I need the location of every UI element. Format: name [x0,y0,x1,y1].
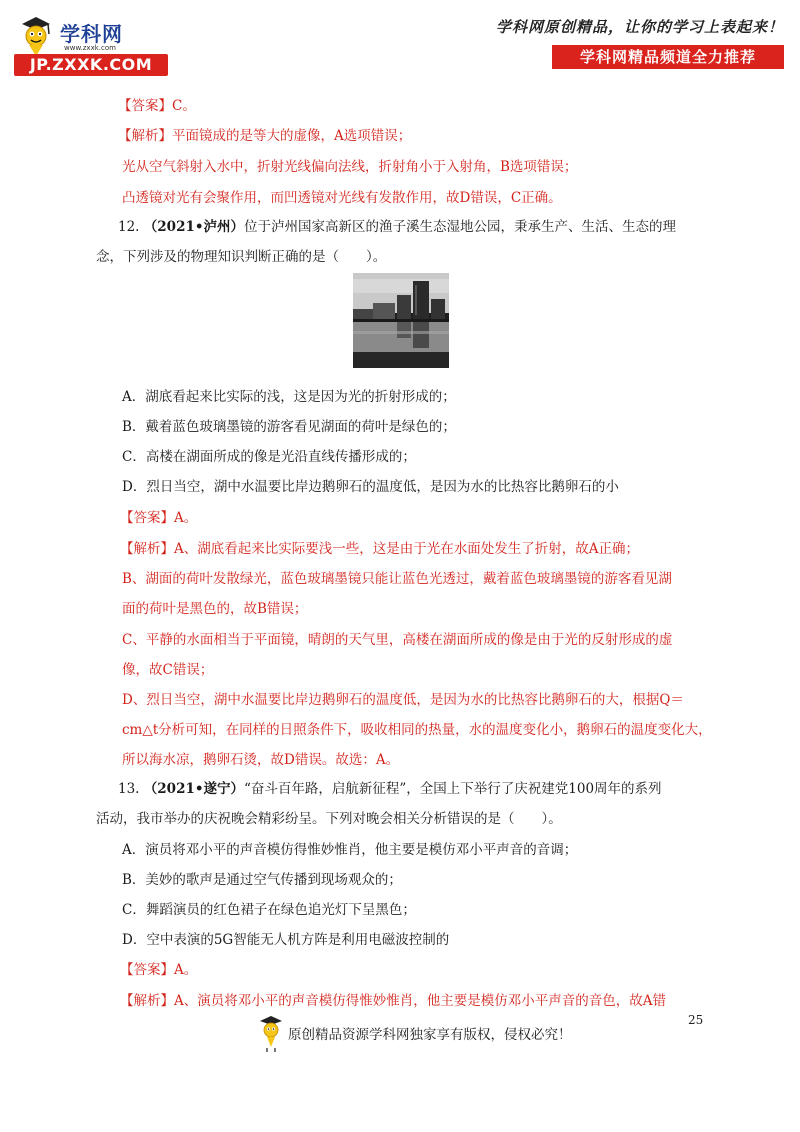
page-number: 25 [688,1013,704,1027]
analysis-12-line-6: D、烈日当空，湖中水温要比岸边鹅卵石的温度低，是因为水的比热容比鹅卵石的大，根据Q＝ [122,692,684,708]
analysis-12-line-3: 面的荷叶是黑色的，故B错误； [122,601,308,617]
copyright-notice: 原创精品资源学科网独家享有版权，侵权必究！ [288,1027,572,1043]
analysis-12-line-4: C、平静的水面相当于平面镜，晴朗的天气里，高楼在湖面所成的像是由于光的反射形成的虚 [122,632,673,648]
analysis-11-line-2: 光从空气斜射入水中，折射光线偏向法线，折射角小于入射角，B选项错误； [122,159,578,175]
question-12-stem-1: 位于泸州国家高新区的渔子溪生态湿地公园，秉承生产、生活、生态的理 [243,219,676,235]
analysis-12-line-1: 【解析】A、湖底看起来比实际要浅一些，这是由于光在水面处发生了折射，故A正确； [120,541,639,557]
question-12-option-a: A．湖底看起来比实际的浅，这是因为光的折射形成的； [122,389,456,405]
answer-13: 【答案】A。 [120,962,198,978]
question-13-option-a: A．演员将邓小平的声音模仿得惟妙惟肖，他主要是模仿邓小平声音的音调； [122,842,578,858]
mascot-icon [258,1013,284,1053]
question-13-stem-2: 活动，我市举办的庆祝晚会精彩纷呈。下列对晚会相关分析错误的是（ ）。 [96,811,562,827]
header-slogan: 学科网原创精品，让你的学习上表起来！ [495,18,784,36]
question-12-stem-2: 念，下列涉及的物理知识判断正确的是（ ）。 [96,249,387,265]
question-12-source: （2021•泸州） [143,219,244,235]
logo-domain: JP.ZXXK.COM [14,54,168,76]
analysis-12-line-7: cm△t分析可知，在同样的日照条件下，吸收相同的热量，水的温度变化小，鹅卵石的温度变化大， [122,722,712,738]
lake-photo [353,273,449,368]
analysis-12-line-5: 像，故C错误； [122,662,214,678]
page-header [0,0,800,80]
question-13-stem-1: “奋斗百年路，启航新征程”，全国上下举行了庆祝建党100周年的系列 [243,781,662,797]
header-banner: 学科网精品频道全力推荐 [552,45,784,69]
zxxk-logo [14,14,174,76]
answer-12: 【答案】A。 [120,510,198,526]
question-12-line-1 [118,217,676,237]
question-12-option-c: C．高楼在湖面所成的像是光沿直线传播形成的； [122,449,416,465]
question-13-line-1 [118,779,662,799]
question-13-number: 13. [118,781,140,797]
logo-name: 学科网 [60,22,123,46]
question-13-option-d: D．空中表演的5G智能无人机方阵是利用电磁波控制的 [122,932,450,948]
answer-11: 【答案】C。 [118,98,196,114]
analysis-11-line-3: 凸透镜对光有会聚作用，而凹透镜对光线有发散作用，故D错误，C正确。 [122,190,562,206]
analysis-11-line-1: 【解析】平面镜成的是等大的虚像，A选项错误； [118,128,412,144]
analysis-12-line-8: 所以海水凉，鹅卵石烫，故D错误。故选：A。 [122,752,400,768]
question-13-option-c: C．舞蹈演员的红色裙子在绿色追光灯下呈黑色； [122,902,416,918]
analysis-12-line-2: B、湖面的荷叶发散绿光，蓝色玻璃墨镜只能让蓝色光透过，戴着蓝色玻璃墨镜的游客看见湖 [122,571,672,587]
question-13-option-b: B．美妙的歌声是通过空气传播到现场观众的； [122,872,402,888]
question-12-option-d: D．烈日当空，湖中水温要比岸边鹅卵石的温度低，是因为水的比热容比鹅卵石的小 [122,479,619,495]
question-12-option-b: B．戴着蓝色玻璃墨镜的游客看见湖面的荷叶是绿色的； [122,419,456,435]
mascot-icon [16,14,56,58]
analysis-13-line-1: 【解析】A、演员将邓小平的声音模仿得惟妙惟肖，他主要是模仿邓小平声音的音色，故A错 [120,993,666,1009]
question-13-source: （2021•遂宁） [143,781,244,797]
question-12-number: 12. [118,219,140,235]
logo-small-url: www.zxxk.com [64,44,116,52]
